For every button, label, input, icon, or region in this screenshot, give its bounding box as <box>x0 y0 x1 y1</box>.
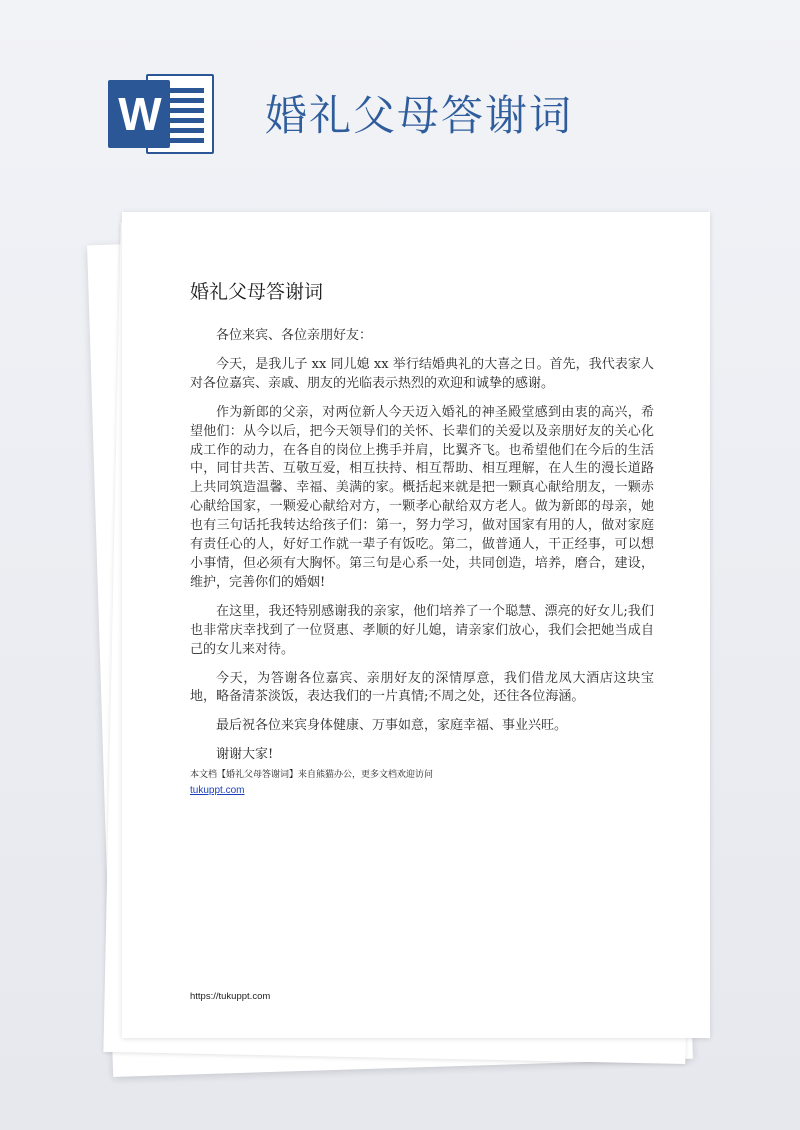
source-link[interactable]: tukuppt.com <box>190 785 245 796</box>
paragraph: 在这里，我还特别感谢我的亲家，他们培养了一个聪慧、漂亮的好女儿;我们也非常庆幸找到了一位贤惠、孝顺的好儿媳，请亲家们放心，我们会把她当成自己的女儿来对待。 <box>190 603 654 657</box>
document-title: 婚礼父母答谢词 <box>190 281 324 303</box>
document-page <box>122 212 710 1038</box>
word-logo-letter: W <box>108 80 170 148</box>
paragraph: 作为新郎的父亲，对两位新人今天迈入婚礼的神圣殿堂感到由衷的高兴，希望他们：从今以后，把今天领导们的关怀、长辈们的关爱以及亲朋好友的关心化成工作的动力，在各自的岗位上携手并肩，比翼齐飞。也希望他们在今后的生活中，同甘共苦、互敬互爱，相互扶持、相互帮助、相互理解，在人生的漫长道路上共同筑造温馨、幸福、美满的家。概括起来就是把一颗真心献给朋友，一颗赤心献给国家，一颗爱心献给对方，一颗孝心献给双方老人。做为新郎的母亲，她也有三句话托我转达给孩子们：第一，努力学习，做对国家有用的人，做对家庭有责任心的人，好好工作就一辈子有饭吃。第二，做普通人，干正经事，可以想小事情，但必须有大胸怀。第三句是心系一处，共同创造，培养，磨合，建设，维护，完善你们的婚姻! <box>190 404 654 590</box>
word-logo <box>108 74 216 154</box>
document-body <box>190 327 654 775</box>
banner-title: 婚礼父母答谢词 <box>265 91 574 140</box>
paragraph: 今天，为答谢各位嘉宾、亲朋好友的深情厚意，我们借龙凤大酒店这块宝地，略备清茶淡饭，表达我们的一片真情;不周之处，还往各位海涵。 <box>190 670 654 705</box>
footer-url: https://tukuppt.com <box>190 991 271 1002</box>
paragraph: 今天，是我儿子 xx 同儿媳 xx 举行结婚典礼的大喜之日。首先，我代表家人对各位嘉宾、亲戚、朋友的光临表示热烈的欢迎和诚挚的感谢。 <box>190 356 654 391</box>
paragraph-greeting: 各位来宾、各位亲朋好友： <box>216 328 373 343</box>
paragraph-closing: 谢谢大家! <box>216 747 274 763</box>
source-note: 本文档【婚礼父母答谢词】来自熊猫办公，更多文档欢迎访问 <box>190 770 434 780</box>
paragraph: 最后祝各位来宾身体健康、万事如意，家庭幸福、事业兴旺。 <box>216 718 568 734</box>
